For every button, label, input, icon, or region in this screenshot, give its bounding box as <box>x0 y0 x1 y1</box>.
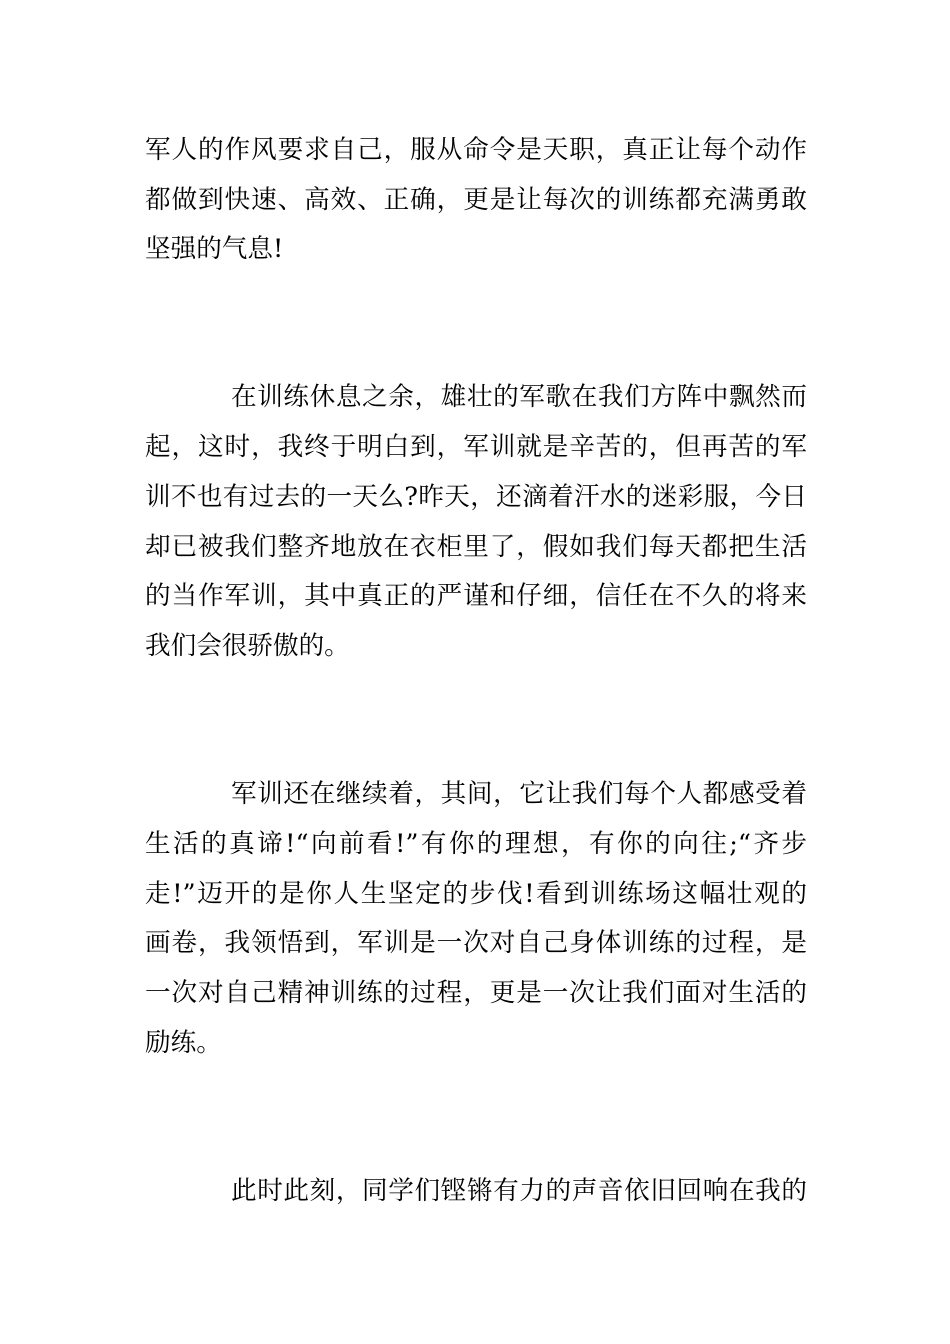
paragraph-2-line-2: 起，这时，我终于明白到，军训就是辛苦的，但再苦的军 <box>145 432 807 462</box>
paragraph-2-line-1: 在训练休息之余，雄壮的军歌在我们方阵中飘然而 <box>231 382 807 412</box>
paragraph-3-line-4: 画卷，我领悟到，军训是一次对自己身体训练的过程，是 <box>145 928 807 958</box>
paragraph-3-line-3: 走!”迈开的是你人生坚定的步伐!看到训练场这幅壮观的 <box>145 879 807 909</box>
paragraph-3-line-5: 一次对自己精神训练的过程，更是一次让我们面对生活的 <box>145 978 807 1008</box>
paragraph-1-line-2: 都做到快速、高效、正确，更是让每次的训练都充满勇敢 <box>145 185 807 215</box>
paragraph-4-line-1: 此时此刻，同学们铿锵有力的声音依旧回响在我的 <box>231 1176 807 1206</box>
paragraph-2-line-3: 训不也有过去的一天么?昨天，还滴着汗水的迷彩服，今日 <box>145 482 807 512</box>
paragraph-2-line-5: 的当作军训，其中真正的严谨和仔细，信任在不久的将来 <box>145 581 807 611</box>
paragraph-3-line-2: 生活的真谛!“向前看!”有你的理想，有你的向往;“齐步 <box>145 829 807 859</box>
paragraph-3-line-6: 励练。 <box>145 1028 222 1058</box>
paragraph-1-line-3: 坚强的气息! <box>145 234 284 264</box>
paragraph-3-line-1: 军训还在继续着，其间，它让我们每个人都感受着 <box>231 779 807 809</box>
paragraph-2-line-4: 却已被我们整齐地放在衣柜里了，假如我们每天都把生活 <box>145 532 807 562</box>
paragraph-2-line-6: 我们会很骄傲的。 <box>145 631 350 661</box>
paragraph-1-line-1: 军人的作风要求自己，服从命令是天职，真正让每个动作 <box>145 135 807 165</box>
